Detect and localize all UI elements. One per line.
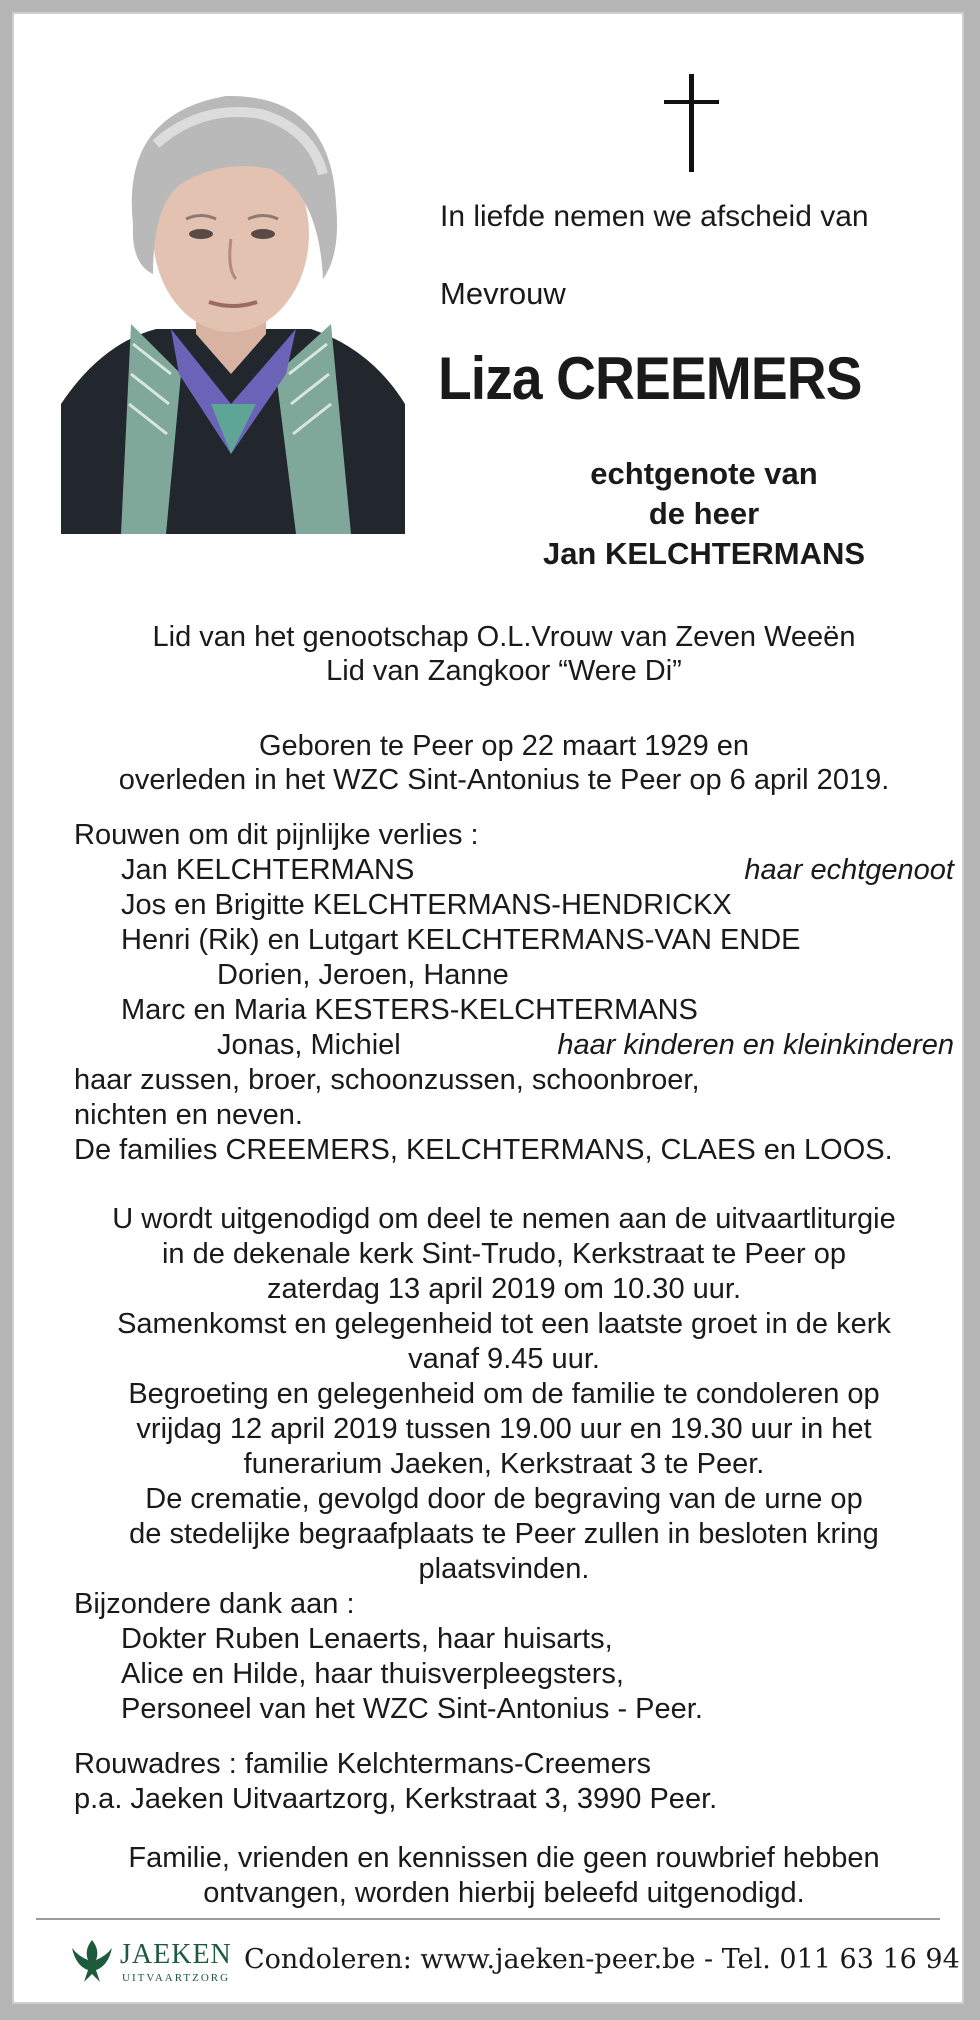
invitation-line: Begroeting en gelegenheid om de familie te condoleren op [128, 1378, 880, 1410]
birth-death-dates [54, 729, 954, 797]
obituary-card [12, 12, 964, 2004]
mourners-heading: Rouwen om dit pijnlijke verlies : [74, 819, 479, 851]
address-line: p.a. Jaeken Uitvaartzorg, Kerkstraat 3, 3990 Peer. [74, 1783, 718, 1815]
mourner-child: Jos en Brigitte KELCHTERMANS-HENDRICKX [121, 889, 732, 921]
mourner-child: Henri (Rik) en Lutgart KELCHTERMANS-VAN ENDE [121, 924, 801, 956]
invitation-line: funerarium Jaeken, Kerkstraat 3 te Peer. [243, 1448, 765, 1480]
thanks-item: Dokter Ruben Lenaerts, haar huisarts, [121, 1623, 613, 1655]
portrait-photo [61, 74, 405, 534]
honorific: Mevrouw [440, 276, 566, 311]
closing-note [54, 1841, 954, 1911]
footer-divider [36, 1918, 940, 1920]
invitation-line: U wordt uitgenodigd om deel te nemen aan de uitvaartliturgie [112, 1203, 896, 1235]
mourner-relatives: haar zussen, broer, schoonzussen, schoonbroer, [74, 1064, 700, 1096]
mourner-child: Marc en Maria KESTERS-KELCHTERMANS [121, 994, 698, 1026]
spouse-block [444, 454, 964, 574]
logo-name: JAEKEN [120, 1939, 232, 1970]
intro-text: In liefde nemen we afscheid van [440, 200, 869, 233]
memberships [54, 620, 954, 688]
spouse-line: echtgenote van [590, 456, 818, 491]
closing-line: ontvangen, worden hierbij beleefd uitgenodigd. [203, 1877, 805, 1909]
funeral-invitation [54, 1202, 954, 1587]
date-line: Geboren te Peer op 22 maart 1929 en [258, 730, 750, 762]
mourners [74, 818, 954, 1168]
mourner-grandchildren: Dorien, Jeroen, Hanne [217, 959, 509, 991]
invitation-line: Samenkomst en gelegenheid tot een laatste groet in de kerk [117, 1308, 891, 1340]
mourner-relatives: nichten en neven. [74, 1099, 303, 1131]
invitation-line: De crematie, gevolgd door de begraving van de urne op [145, 1483, 863, 1515]
thanks-heading: Bijzondere dank aan : [74, 1588, 355, 1620]
condolence-contact: Condoleren: www.jaeken-peer.be - Tel. 011 63 16 94 [244, 1944, 960, 1975]
thanks-item: Personeel van het WZC Sint-Antonius - Peer. [121, 1693, 703, 1725]
invitation-line: de stedelijke begraafplaats te Peer zullen in besloten kring [129, 1518, 879, 1550]
invitation-line: vanaf 9.45 uur. [408, 1343, 600, 1375]
mourner-grandchildren: Jonas, Michiel [217, 1029, 401, 1061]
invitation-line: vrijdag 12 april 2019 tussen 19.00 uur en 19.30 uur in het [136, 1413, 872, 1445]
cross-icon [664, 74, 720, 179]
address-line: Rouwadres : familie Kelchtermans-Creemers [74, 1748, 651, 1780]
thanks-item: Alice en Hilde, haar thuisverpleegsters, [121, 1658, 624, 1690]
invitation-line: zaterdag 13 april 2019 om 10.30 uur. [267, 1273, 741, 1305]
invitation-line: plaatsvinden. [418, 1553, 590, 1585]
membership-line: Lid van het genootschap O.L.Vrouw van Zeven Weeën [152, 621, 856, 653]
mourning-address [74, 1747, 954, 1817]
spouse-line: Jan KELCHTERMANS [542, 536, 866, 571]
jaeken-logo [70, 1936, 240, 1986]
deceased-name: Liza CREEMERS [438, 345, 862, 412]
dove-icon [70, 1936, 114, 1986]
date-line: overleden in het WZC Sint-Antonius te Peer op 6 april 2019. [118, 764, 890, 796]
invitation-line: in de dekenale kerk Sint-Trudo, Kerkstraat te Peer op [161, 1238, 846, 1270]
closing-line: Familie, vrienden en kennissen die geen rouwbrief hebben [128, 1842, 880, 1874]
thanks [74, 1587, 954, 1727]
mourner-role: haar echtgenoot [744, 854, 954, 886]
mourner-role: haar kinderen en kleinkinderen [557, 1029, 954, 1061]
logo-subtitle: UITVAARTZORG [122, 1972, 231, 1984]
spouse-line: de heer [648, 496, 760, 531]
membership-line: Lid van Zangkoor “Were Di” [326, 655, 682, 687]
mourner-spouse: Jan KELCHTERMANS [121, 854, 415, 886]
mourner-families: De families CREEMERS, KELCHTERMANS, CLAES en LOOS. [74, 1134, 893, 1166]
